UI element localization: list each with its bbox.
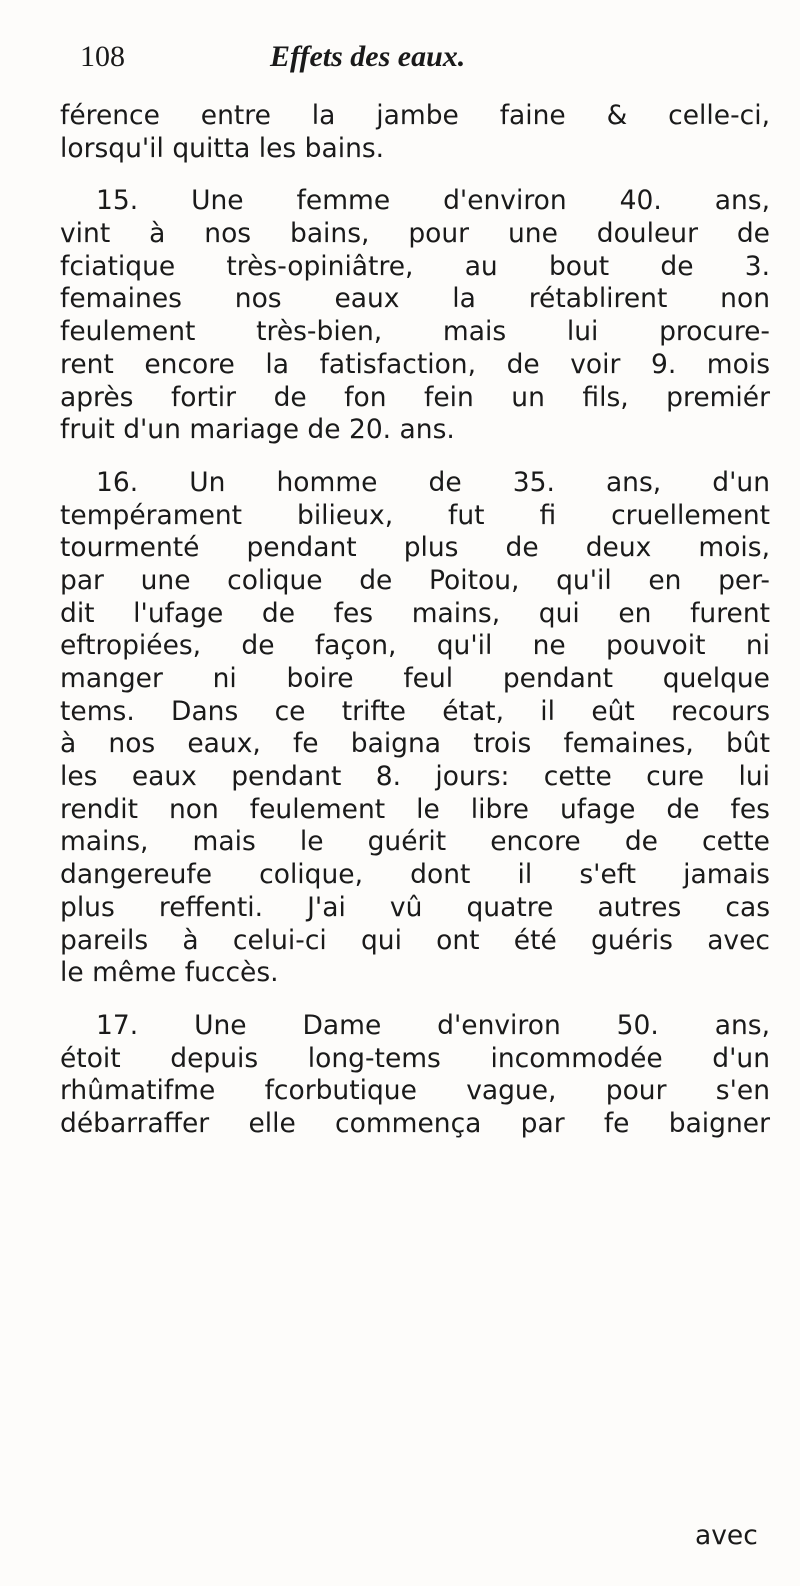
text-line: lorsqu'il quitta les bains.: [60, 132, 385, 164]
text-line: tourmenté pendant plus de deux mois,: [60, 532, 770, 564]
page-header: [80, 40, 680, 90]
text-line: à nos eaux, fe baigna trois femaines, bût: [60, 728, 770, 760]
text-line: tempérament bilieux, fut fi cruellement: [60, 499, 770, 531]
text-line: rendit non feulement le libre ufage de fes: [60, 793, 770, 825]
text-line: le même fuccès.: [60, 957, 279, 989]
text-line: eftropiées, de façon, qu'il ne pouvoit ni: [60, 630, 770, 662]
text-line: plus reffenti. J'ai vû quatre autres cas: [60, 891, 770, 923]
text-line: 15. Une femme d'environ 40. ans,: [96, 185, 770, 217]
text-line: rhûmatifme fcorbutique vague, pour s'en: [60, 1075, 770, 1107]
text-line: par une colique de Poitou, qu'il en per-: [60, 564, 770, 596]
paragraph: [60, 1010, 770, 1141]
text-line: tems. Dans ce trifte état, il eût recours: [60, 695, 770, 727]
text-line: pareils à celui-ci qui ont été guéris avec: [60, 924, 770, 956]
page-number: 108: [80, 40, 125, 73]
paragraph: [60, 467, 770, 990]
text-line: vint à nos bains, pour une douleur de: [60, 218, 770, 250]
running-head: Effets des eaux.: [270, 40, 466, 73]
text-line: après fortir de fon fein un fils, premiér: [60, 381, 770, 413]
text-line: férence entre la jambe faine & celle-ci,: [60, 100, 770, 131]
paragraph: [60, 100, 770, 165]
text-line: 16. Un homme de 35. ans, d'un: [96, 466, 770, 498]
text-line: femaines nos eaux la rétablirent non: [60, 283, 770, 315]
text-line: mains, mais le guérit encore de cette: [60, 826, 770, 858]
paragraph: [60, 185, 770, 447]
text-line: feulement très-bien, mais lui procure-: [60, 316, 770, 348]
text-line: fciatique très-opiniâtre, au bout de 3.: [60, 250, 770, 282]
text-line: fruit d'un mariage de 20. ans.: [60, 414, 455, 446]
text-line: débarraffer elle commença par fe baigner: [60, 1107, 770, 1139]
text-line: dangereufe colique, dont il s'eft jamais: [60, 859, 770, 891]
catchword: avec: [695, 1520, 758, 1551]
text-line: manger ni boire feul pendant quelque: [60, 663, 770, 694]
text-line: 17. Une Dame d'environ 50. ans,: [96, 1009, 770, 1041]
text-line: les eaux pendant 8. jours: cette cure lui: [60, 761, 770, 793]
text-line: étoit depuis long-tems incommodée d'un: [60, 1042, 770, 1074]
body-text: [60, 100, 770, 1141]
text-line: rent encore la fatisfaction, de voir 9. mois: [60, 348, 770, 380]
text-line: dit l'ufage de fes mains, qui en furent: [60, 597, 770, 629]
